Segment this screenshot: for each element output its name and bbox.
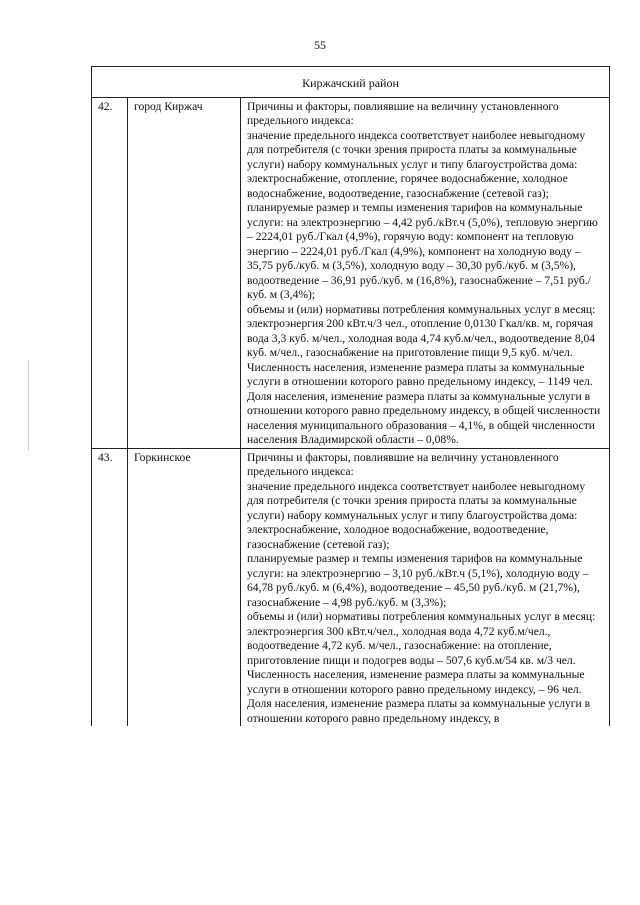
row-description [241,97,610,448]
row-number: 42. [92,97,128,448]
region-title: Киржачский район [92,67,610,98]
description-paragraph: Доля населения, изменение размера платы за коммунальные услуги в отношении которого равно предельному индексу, в общей численности населения муниципального образования – 4,1%, в общей численности населения Владимирской области – 0,08%. [247,389,601,446]
description-paragraph: объемы и (или) нормативы потребления коммунальных услуг в месяц: электроэнергия 300 кВт.ч/чел., холодная вода 4,72 куб.м/чел., водоотведение 4,72 куб. м/чел., газоснабжение: на отопление, приготовление пищи и подогрев воды – 507,6 куб.м/54 кв. м/3 чел. [247,610,596,667]
region-header-row [92,67,610,98]
table-row [92,448,610,726]
index-table [91,66,610,726]
page-number: 55 [314,38,326,52]
municipality-name: Горкинское [128,448,241,726]
row-description [241,448,610,726]
description-paragraph: значение предельного индекса соответствует наиболее невыгодному для потребителя (с точки зрения прироста платы за коммунальные услуги) набору коммунальных услуг и типу благоустройства дома: электроснабжение, отопление, горячее водоснабжение, холодное водоснабжение, водоотведение, газоснабжение (сетевой газ); [247,128,586,200]
municipality-name: город Киржач [128,97,241,448]
description-paragraph: Численность населения, изменение размера платы за коммунальные услуги в отношении которого равно предельному индексу, – 96 чел. [247,668,585,696]
description-paragraph: Причины и факторы, повлиявшие на величину установленного предельного индекса: [247,99,559,127]
row-number: 43. [92,448,128,726]
description-paragraph: Причины и факторы, повлиявшие на величину установленного предельного индекса: [247,450,559,478]
description-paragraph: Численность населения, изменение размера платы за коммунальные услуги в отношении которого равно предельному индексу, – 1149 чел. [247,360,593,388]
description-paragraph: значение предельного индекса соответствует наиболее невыгодному для потребителя (с точки зрения прироста платы за коммунальные услуги) набору коммунальных услуг и типу благоустройства дома: электроснабжение, холодное водоснабжение, водоотведение, газоснабжение (сетевой газ); [247,479,586,551]
scan-artifact-line [28,360,29,450]
description-paragraph: объемы и (или) нормативы потребления коммунальных услуг в месяц: электроэнергия 200 кВт.ч/3 чел., отопление 0,0130 Гкал/кв. м, горячая вода 3,3 куб. м/чел., холодная вода 4,74 куб.м/чел., водоотведение 8,04 куб. м/чел., газоснабжение на приготовление пищи 9,5 куб. м/чел. [247,302,596,359]
description-paragraph: планируемые размер и темпы изменения тарифов на коммунальные услуги: на электроэнергию – 4,42 руб./кВт.ч (5,0%), тепловую энергию – 2224,01 руб./Гкал (4,9%), горячую воду: компонент на тепловую энергию – 2224,01 руб./Гкал (4,9%), компонент на холодную воду – 35,75 руб./куб. м (3,5%), холодную воду – 30,30 руб./куб. м (3,5%), водоотведение – 36,91 руб./куб. м (16,8%), газоснабжение – 7,51 руб./куб. м (3,4%); [247,201,598,301]
table-row [92,97,610,448]
description-paragraph: Доля населения, изменение размера платы за коммунальные услуги в отношении которого равно предельному индексу, в [247,697,591,725]
description-paragraph: планируемые размер и темпы изменения тарифов на коммунальные услуги: на электроэнергию – 3,10 руб./кВт.ч (5,1%), холодную воду – 64,78 руб./куб. м (6,4%), водоотведение – 45,50 руб./куб. м (21,7%), газоснабжение – 4,98 руб./куб. м (3,3%); [247,552,589,609]
